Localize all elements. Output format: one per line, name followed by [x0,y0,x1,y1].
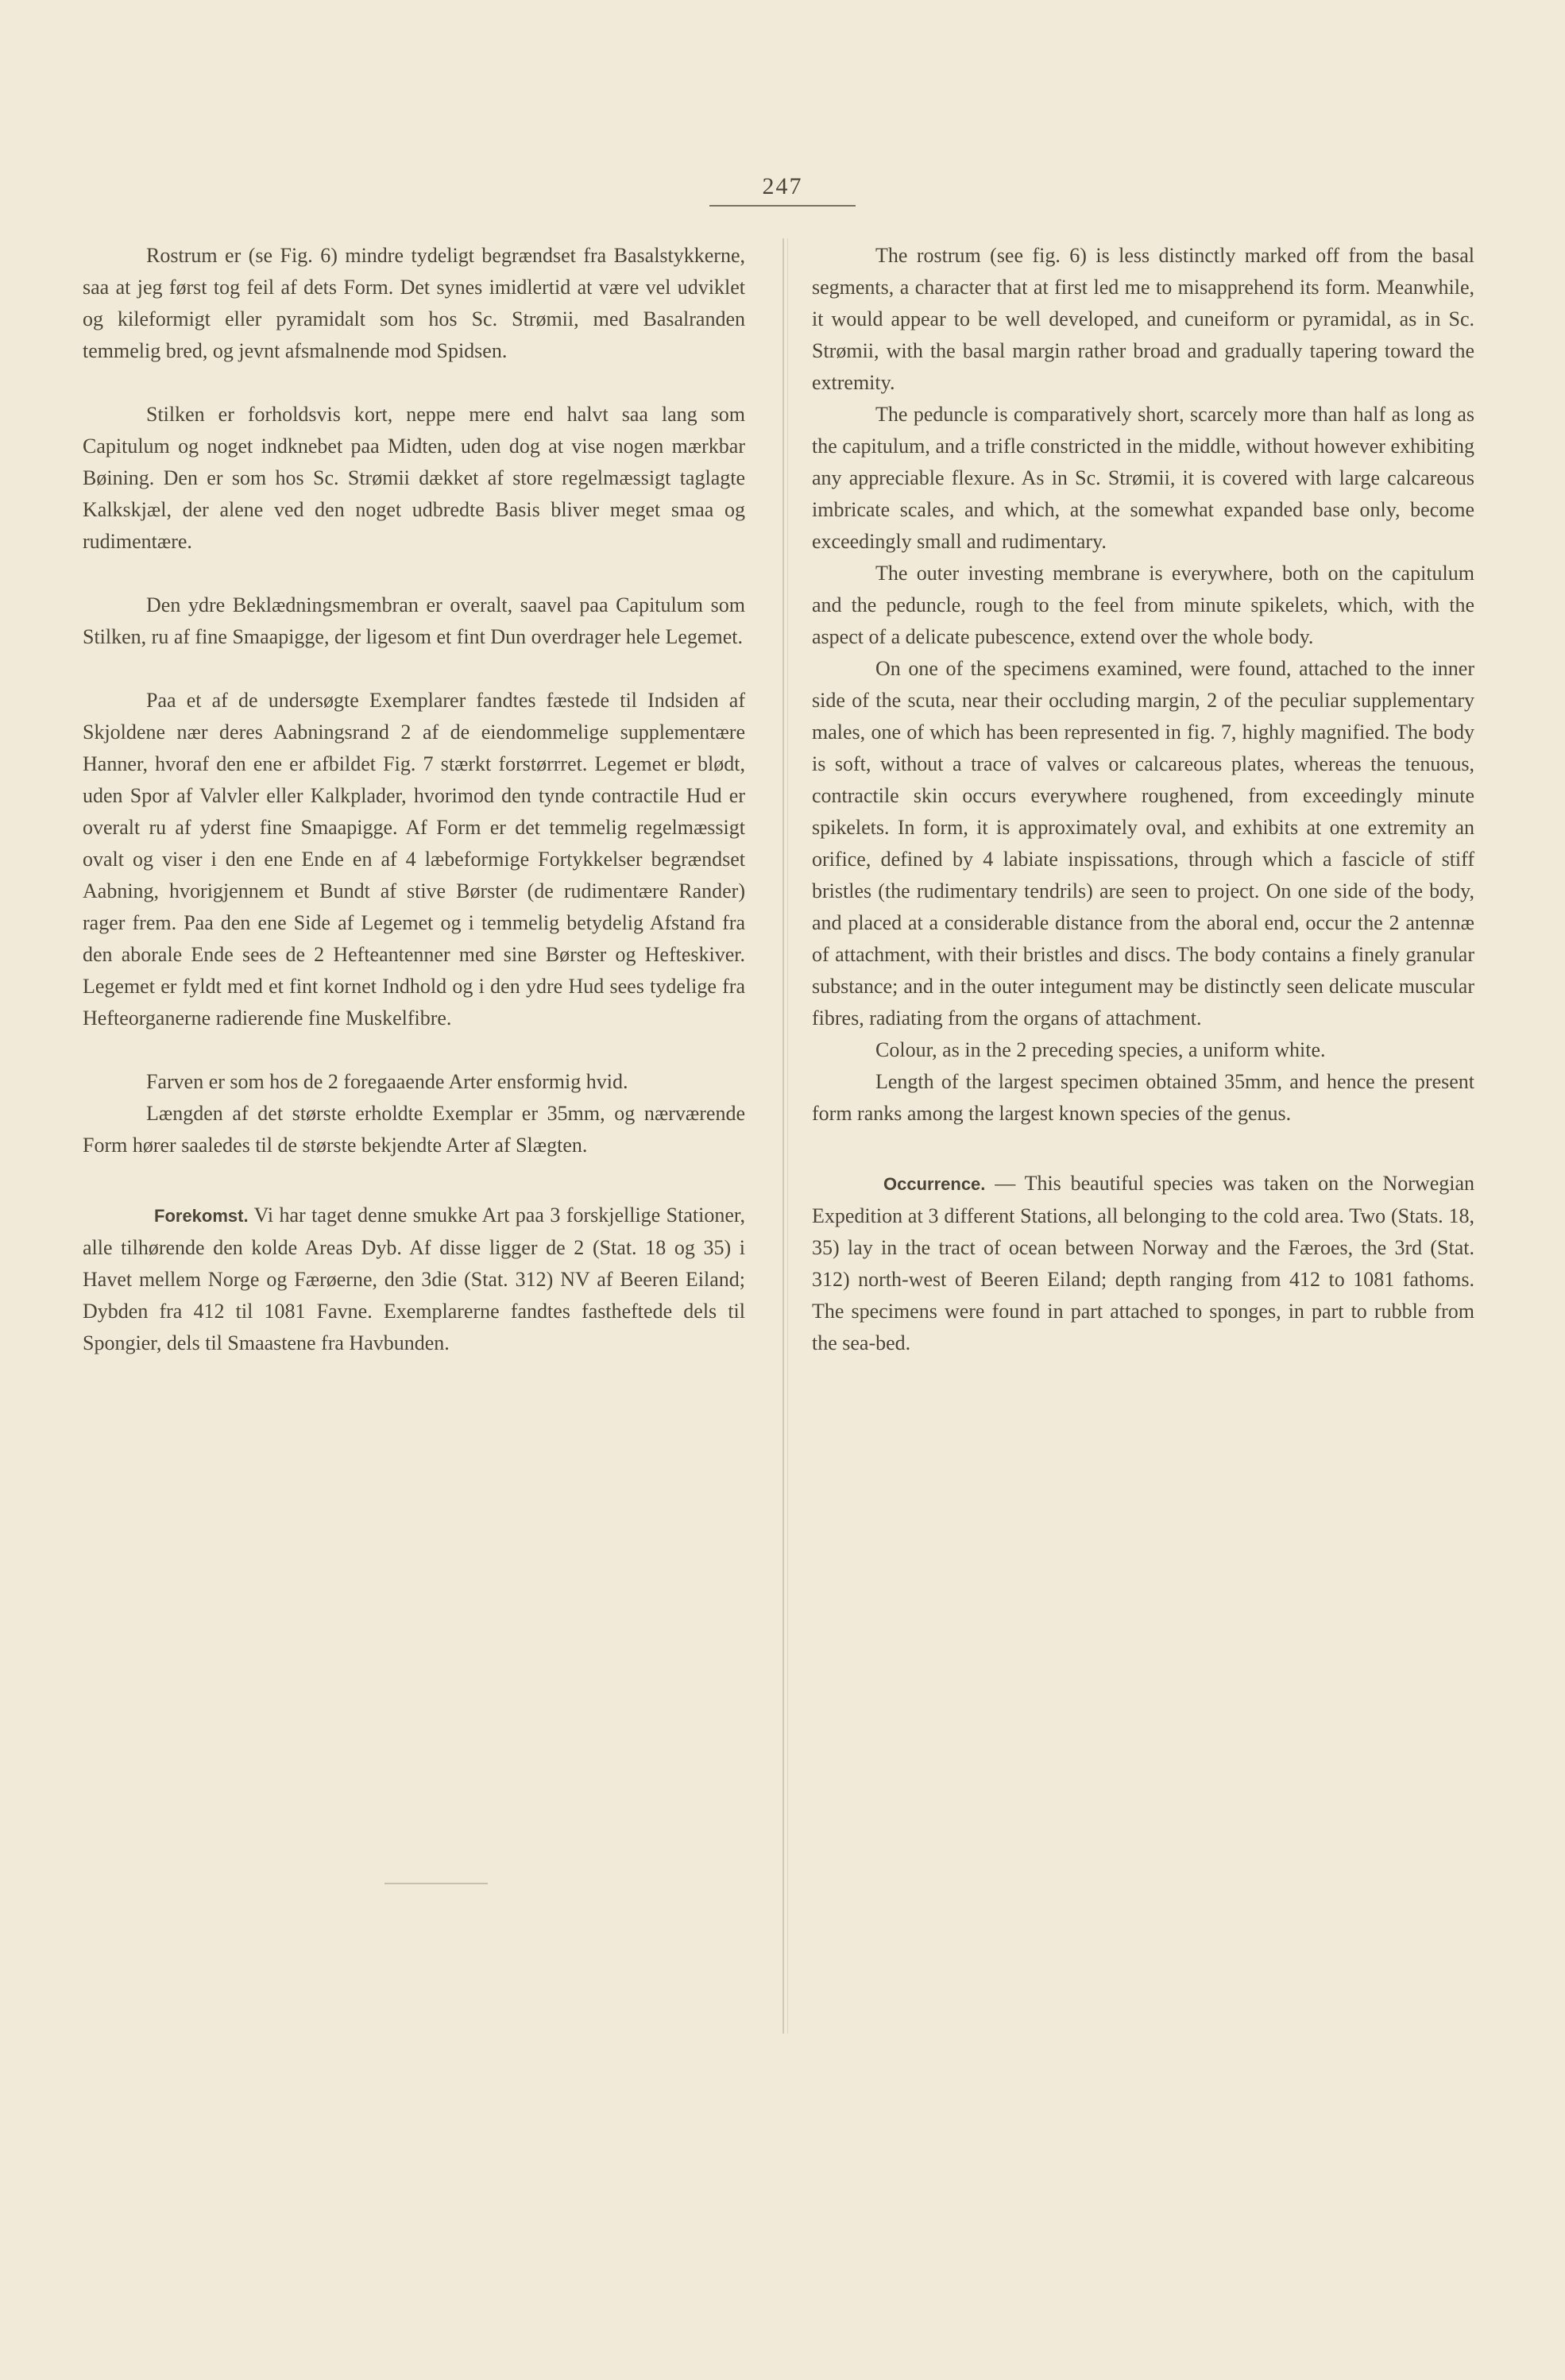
end-rule [384,1883,488,1884]
paragraph-peduncle-en: The peduncle is comparatively short, scarcely more than half as long as the capitulum, and a trifle constricted in the middle, without however exhibiting any appreciable flexure. As in Sc. Strømii, it is covered with large calcareous imbricate scales, and which, at the somewhat expanded base only, become exceedingly small and rudimentary. [812,403,1474,553]
paragraph-colour-en: Colour, as in the 2 preceding species, a uniform white. [875,1038,1326,1061]
paragraph-peduncle-no: Stilken er forholdsvis kort, neppe mere end halvt saa lang som Capitulum og noget indknebet paa Midten, uden dog at vise nogen mærkbar Bøining. Den er som hos Sc. Strømii dækket af store regelmæssigt taglagte Kalkskjæl, der alene ved den noget udbredte Basis bliver meget smaa og rudimentære. [83,403,745,553]
right-column-english [812,240,1474,1359]
occurrence-heading-en: Occurrence. [883,1174,986,1194]
column-divider-inner [787,238,788,2034]
occurrence-text-no: Vi har taget denne smukke Art paa 3 forskjellige Stationer, alle tilhørende den kolde Areas Dyb. Af disse ligger de 2 (Stat. 18 og 35) i Havet mellem Norge og Færøerne, den 3die (Stat. 312) NV af Beeren Eiland; Dybden fra 412 til 1081 Favne. Exemplarerne fandtes fastheftede dels til Spongier, dels til Smaastene fra Havbunden. [83,1204,746,1354]
paragraph-membrane-no: Den ydre Beklædningsmembran er overalt, saavel paa Capitulum som Stilken, ru af fine Smaapigge, der ligesom et fint Dun overdrager hele Legemet. [83,593,745,648]
occurrence-text-en: — This beautiful species was taken on the Norwegian Expedition at 3 different Stations, all belonging to the cold area. Two (Stats. 18, 35) lay in the tract of ocean between Norway and the Færoes, the 3rd (Stat. 312) north-west of Beeren Eiland; depth ranging from 412 to 1081 fathoms. The specimens were found in part attached to sponges, in part to rubble from the sea-bed. [812,1172,1475,1354]
paragraph-rostrum-en: The rostrum (see fig. 6) is less distinctly marked off from the basal segments, a character that at first led me to misapprehend its form. Meanwhile, it would appear to be well developed, and cuneiform or pyramidal, as in Sc. Strømii, with the basal margin rather broad and gradually tapering toward the extremity. [812,244,1474,394]
occurrence-paragraph-en [812,1168,1474,1359]
column-divider [782,238,784,2034]
page-number-rule [709,205,856,207]
occurrence-paragraph-no [83,1200,745,1359]
paragraph-males-en: On one of the specimens examined, were found, attached to the inner side of the scuta, near their occluding margin, 2 of the peculiar supplementary males, one of which has been represented in fig. 7, highly magnified. The body is soft, without a trace of valves or calcareous plates, whereas the tenuous, contractile skin occurs everywhere roughened, from exceedingly minute spikelets. In form, it is approximately oval, and exhibits at one extremity an orifice, defined by 4 labiate inspissations, through which a fascicle of stiff bristles (the rudimentary tendrils) are seen to project. On one side of the body, and placed at a considerable distance from the aboral end, occur the 2 antennæ of attachment, with their bristles and discs. The body contains a finely granular substance; and in the outer integument may be distinctly seen delicate muscular fibres, radiating from the organs of attachment. [812,657,1474,1030]
left-column-norwegian [83,240,745,1359]
paragraph-rostrum-no: Rostrum er (se Fig. 6) mindre tydeligt begrændset fra Basalstykkerne, saa at jeg først tog feil af dets Form. Det synes imidlertid at være vel udviklet og kileformigt eller pyramidalt som hos Sc. Strømii, med Basalranden temmelig bred, og jevnt afsmalnende mod Spidsen. [83,244,745,362]
paragraph-length-no: Længden af det største erholdte Exemplar er 35mm, og nærværende Form hører saaledes til de største bekjendte Arter af Slægten. [83,1102,745,1157]
page-number: 247 [762,173,803,199]
paragraph-colour-no: Farven er som hos de 2 foregaaende Arter ensformig hvid. [146,1070,628,1093]
paragraph-males-no: Paa et af de undersøgte Exemplarer fandtes fæstede til Indsiden af Skjoldene nær deres Aabningsrand 2 af de eiendommelige supplementære Hanner, hvoraf den ene er afbildet Fig. 7 stærkt forstørrret. Legemet er blødt, uden Spor af Valvler eller Kalkplader, hvorimod den tynde contractile Hud er overalt ru af yderst fine Smaapigge. Af Form er det temmelig regelmæssigt ovalt og viser i den ene Ende en af 4 læbeformige Fortykkelser begrændset Aabning, hvorigjennem et Bundt af stive Børster (de rudimentære Rander) rager frem. Paa den ene Side af Legemet og i temmelig betydelig Afstand fra den aborale Ende sees de 2 Hefteantenner med sine Børster og Hefteskiver. Legemet er fyldt med et fint kornet Indhold og i den ydre Hud sees tydelige fra Hefteorganerne radierende fine Muskelfibre. [83,689,745,1030]
occurrence-heading-no: Forekomst. [154,1206,249,1226]
paragraph-length-en: Length of the largest specimen obtained 35mm, and hence the present form ranks among the largest known species of the genus. [812,1070,1474,1125]
paragraph-membrane-en: The outer investing membrane is everywhere, both on the capitulum and the peduncle, rough to the feel from minute spikelets, which, with the aspect of a delicate pubescence, extend over the whole body. [812,562,1474,648]
